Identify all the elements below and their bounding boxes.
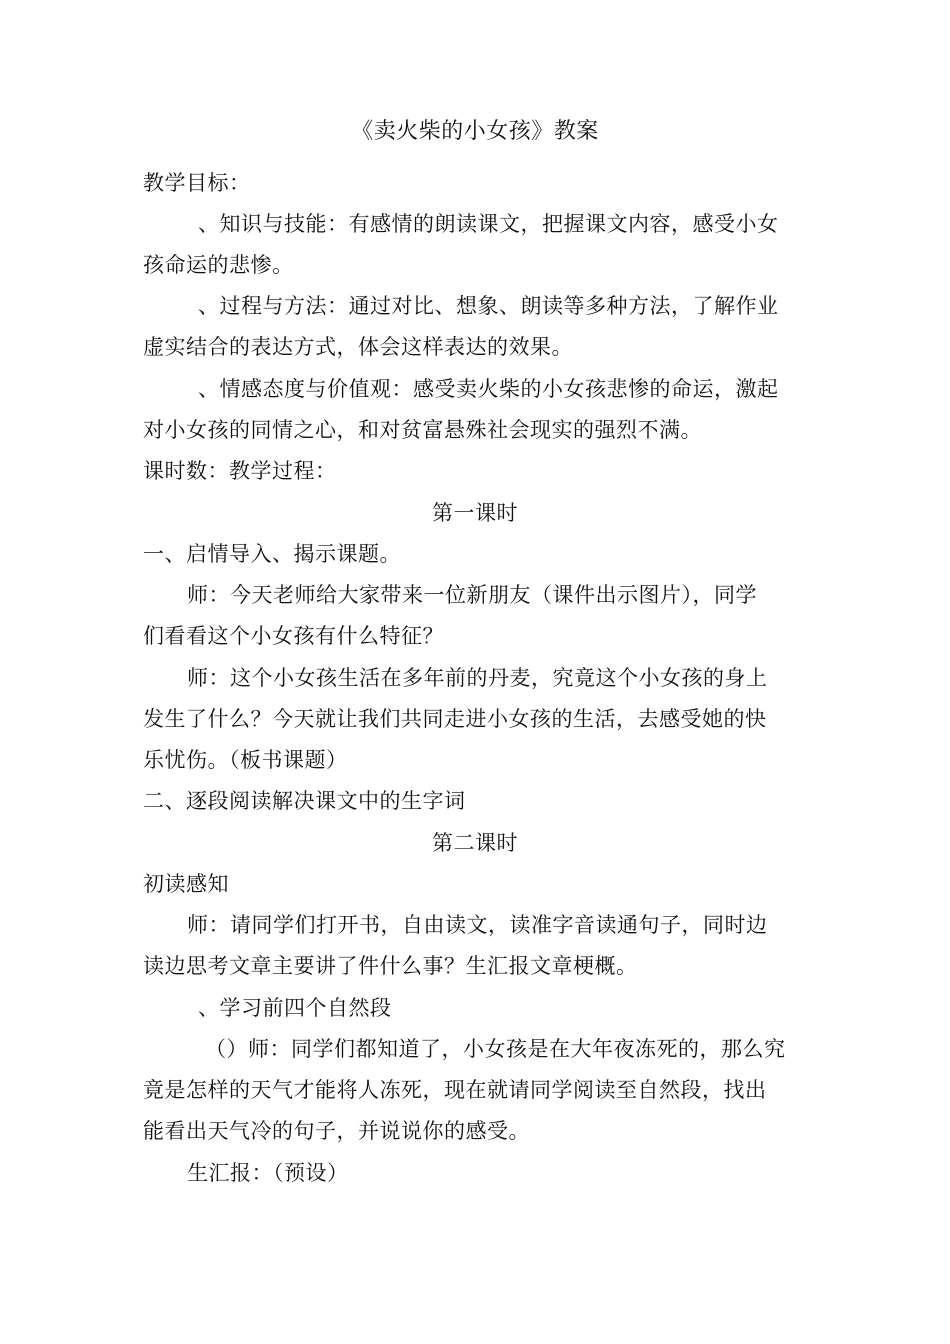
lesson-heading: 第二课时	[432, 831, 518, 855]
paragraph-line: 们看看这个小女孩有什么特征？	[143, 624, 444, 648]
paragraph-line: 乐忧伤。（板书课题）	[143, 748, 348, 772]
paragraph-line: 、学习前四个自然段	[198, 996, 392, 1020]
paragraph-line: 读边思考文章主要讲了件什么事？生汇报文章梗概。	[143, 954, 638, 978]
section-heading: 课时数：教学过程：	[143, 459, 337, 483]
section-heading: 教学目标：	[143, 171, 251, 195]
section-heading: 初读感知	[143, 872, 229, 896]
paragraph-line: 能看出天气冷的句子，并说说你的感受。	[143, 1119, 530, 1143]
paragraph-line: 竟是怎样的天气才能将人冻死，现在就请同学阅读至自然段，找出	[143, 1078, 767, 1102]
paragraph-line: 发生了什么？今天就让我们共同走进小女孩的生活，去感受她的快	[143, 707, 767, 731]
paragraph-line: 师：这个小女孩生活在多年前的丹麦，究竟这个小女孩的身上	[187, 666, 768, 690]
document-title: 《卖火柴的小女孩》教案	[351, 119, 599, 144]
lesson-heading: 第一课时	[432, 501, 518, 525]
paragraph-line: 生汇报：（预设）	[187, 1161, 349, 1185]
paragraph-line: 虚实结合的表达方式，体会这样表达的效果。	[143, 335, 573, 359]
paragraph-line: 师：请同学们打开书，自由读文，读准字音读通句子，同时边	[187, 913, 768, 937]
paragraph-line: 、情感态度与价值观：感受卖火柴的小女孩悲惨的命运，激起	[198, 377, 779, 401]
paragraph-line: 对小女孩的同情之心，和对贫富悬殊社会现实的强烈不满。	[143, 418, 702, 442]
section-heading: 一、启情导入、揭示课题。	[143, 542, 401, 566]
paragraph-line: （）师：同学们都知道了，小女孩是在大年夜冻死的，那么究	[205, 1037, 786, 1061]
paragraph-line: 孩命运的悲惨。	[143, 253, 294, 277]
paragraph-line: 、过程与方法：通过对比、想象、朗读等多种方法，了解作业	[198, 294, 779, 318]
paragraph-line: 师：今天老师给大家带来一位新朋友（课件出示图片），同学	[187, 583, 757, 607]
paragraph-line: 、知识与技能：有感情的朗读课文，把握课文内容，感受小女	[198, 212, 779, 236]
section-heading: 二、逐段阅读解决课文中的生字词	[143, 789, 466, 813]
